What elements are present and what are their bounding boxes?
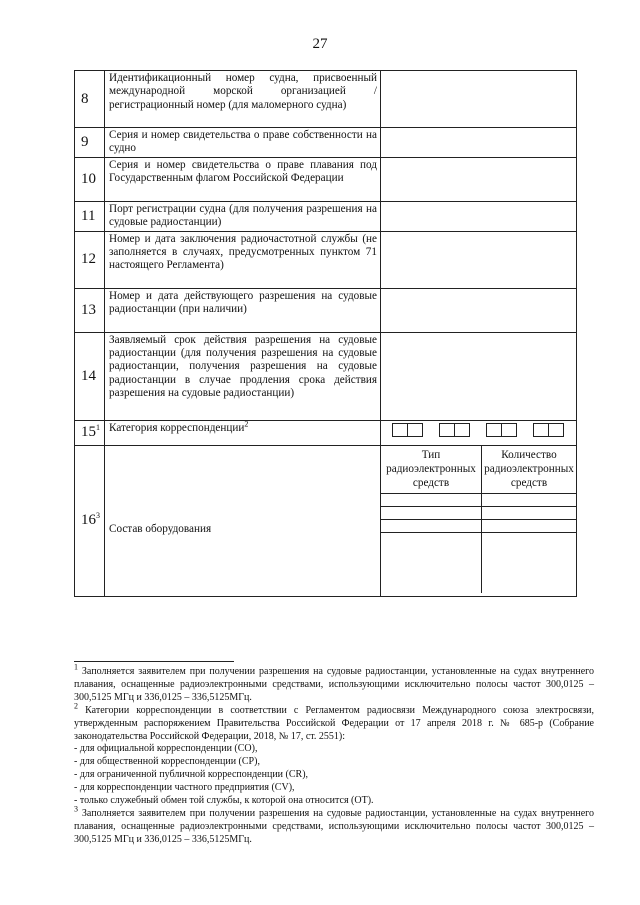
category-box-group[interactable] (487, 423, 517, 437)
footnote-separator (74, 661, 234, 662)
value-field-imo-number[interactable] (381, 71, 577, 128)
page-number: 27 (312, 36, 328, 52)
row-label: Серия и номер свидетельства о праве собственности на судно (105, 128, 381, 158)
equipment-row[interactable] (381, 520, 576, 533)
row-label: Серия и номер свидетельства о праве плавания под Государственным флагом Российской Федерации (105, 157, 381, 201)
table-row (75, 71, 577, 128)
equipment-count-header: Количество радиоэлектронных средств (484, 448, 574, 489)
table-row (75, 288, 577, 332)
footnote: $^2$ Категории корреспонденции в соответствии с Регламентом радиосвязи Международного союза электросвязи, утвержденным распоряжением Правительства Российской Федерации от 17 апреля 2018 г. № 685-р (Собрание законодательства Российской Федерации, 2018, № 17, ст. 2551): (74, 701, 595, 742)
table-row (75, 445, 577, 596)
value-field-permit-term[interactable] (381, 332, 577, 420)
equipment-row[interactable] (381, 507, 576, 520)
row-number: 13 (75, 288, 105, 332)
row-number: 11 (75, 201, 105, 231)
value-field-current-permit[interactable] (381, 288, 577, 332)
row-number: 10 (75, 157, 105, 201)
row-number: 14 (75, 332, 105, 420)
row-label: Номер и дата действующего разрешения на судовые радиостанции (при наличии) (105, 288, 381, 332)
table-row (75, 332, 577, 420)
footnote: - для общественной корреспонденции (СР), (74, 756, 260, 768)
equipment-type-header: Тип радиоэлектронных средств (381, 446, 482, 493)
category-box-group[interactable] (393, 423, 423, 437)
application-form-table (74, 70, 577, 597)
footnote-ref: 1 (96, 423, 100, 433)
table-row (75, 128, 577, 158)
row-number: 12 (75, 231, 105, 288)
category-box-group[interactable] (440, 423, 470, 437)
table-row (75, 420, 577, 445)
table-row (75, 157, 577, 201)
equipment-row[interactable] (381, 494, 576, 507)
row-label: Категория корреспонденции$^2$ (105, 420, 381, 445)
footnote: $^3$ Заполняется заявителем при получении разрешения на судовые радиостанции, установленные на судах внутреннего плавания, оснащенные радиоэлектронными средствами, использующими исключительно полосы частот 300,0125 – 300,5125 МГц и 336,0125 – 336,5125МГц. (74, 804, 594, 845)
row-number: 8 (75, 71, 105, 128)
footnote: - для корреспонденции частного предприятия (CV), (74, 782, 295, 794)
table-row (75, 231, 577, 288)
row-number: $15^1$ (75, 420, 105, 445)
footnote-ref: 3 (96, 511, 100, 521)
correspondence-category-cells (381, 420, 577, 445)
equipment-subtable (381, 445, 577, 596)
row-label: Состав оборудования (105, 445, 381, 596)
footnote-ref: 2 (244, 418, 249, 428)
row-label: Номер и дата заключения радиочастотной службы (не заполняется в случаях, предусмотренных пунктом 71 настоящего Регламента) (105, 231, 381, 288)
category-box-group[interactable] (534, 423, 564, 437)
row-label: Порт регистрации судна (для получения разрешения на судовые радиостанции) (105, 201, 381, 231)
row-number: 9 (75, 128, 105, 158)
row-number: $16^3$ (75, 445, 105, 596)
value-field-frequency-conclusion[interactable] (381, 231, 577, 288)
footnote: - только служебный обмен той службы, к которой она относится (ОТ). (74, 795, 374, 807)
row-label: Заявляемый срок действия разрешения на судовые радиостанции (для получения разрешения на судовые радиостанции, получения разрешения на судовые радиостанции в случае продления срока действия разрешения на судовые радиостанции) (105, 332, 381, 420)
footnote: - для официальной корреспонденции (СО), (74, 743, 258, 755)
footnote: $^1$ Заполняется заявителем при получении разрешения на судовые радиостанции, установленные на судах внутреннего плавания, оснащенные радиоэлектронными средствами, использующими исключительно полосы частот 300,0125 – 300,5125 МГц и 336,0125 – 336,5125МГц. (74, 662, 594, 703)
value-field-ownership-certificate[interactable] (381, 128, 577, 158)
value-field-flag-certificate[interactable] (381, 157, 577, 201)
row-label: Идентификационный номер судна, присвоенный международной морской организацией / регистрационный номер (для маломерного судна) (105, 71, 381, 128)
footnotes (74, 662, 595, 847)
equipment-row[interactable] (381, 533, 576, 593)
footnote: - для ограниченной публичной корреспонденции (CR), (74, 769, 309, 781)
value-field-registration-port[interactable] (381, 201, 577, 231)
table-row (75, 201, 577, 231)
